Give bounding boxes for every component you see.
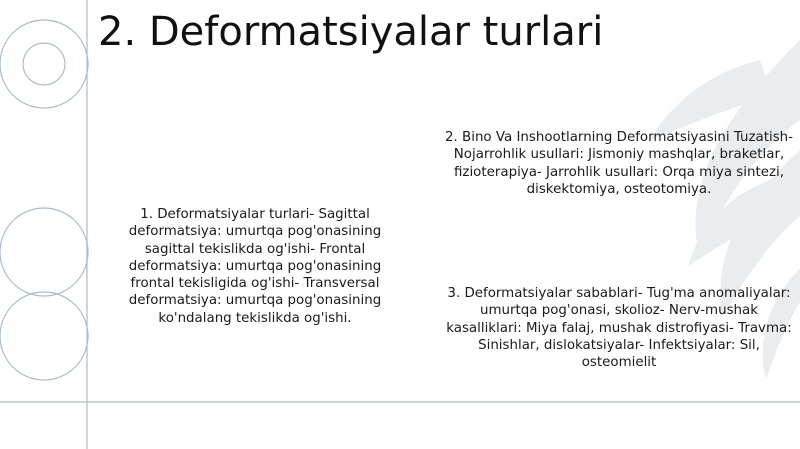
text-block-correction: 2. Bino Va Inshootlarning Deformatsiyasini Tuzatish- Nojarrohlik usullari: Jismoniy mashqlar, braketlar, fizioterapiya- Jarrohlik usullari: Orqa miya sintezi, diskektomiya, osteotomiya. bbox=[445, 130, 793, 197]
slide-title: 2. Deformatsiyalar turlari bbox=[98, 9, 604, 55]
text-block-types: 1. Deformatsiyalar turlari- Sagittal deformatsiya: umurtqa pog'onasining sagittal tekislikda og'ishi- Frontal deformatsiya: umurtqa pog'onasining frontal tekisligida og'ishi- Transversal deformatsiya: umurtqa pog'onasining ko'ndalang tekislikda og'ishi. bbox=[128, 207, 382, 326]
text-block-causes: 3. Deformatsiyalar sabablari- Tug'ma anomaliyalar: umurtqa pog'onasi, skolioz- Nerv-mushak kasalliklari: Miya falaj, mushak distrofiyasi- Travma: Sinishlar, dislokatsiyalar- Infektsiyalar: Sil, osteomielit bbox=[446, 286, 792, 371]
